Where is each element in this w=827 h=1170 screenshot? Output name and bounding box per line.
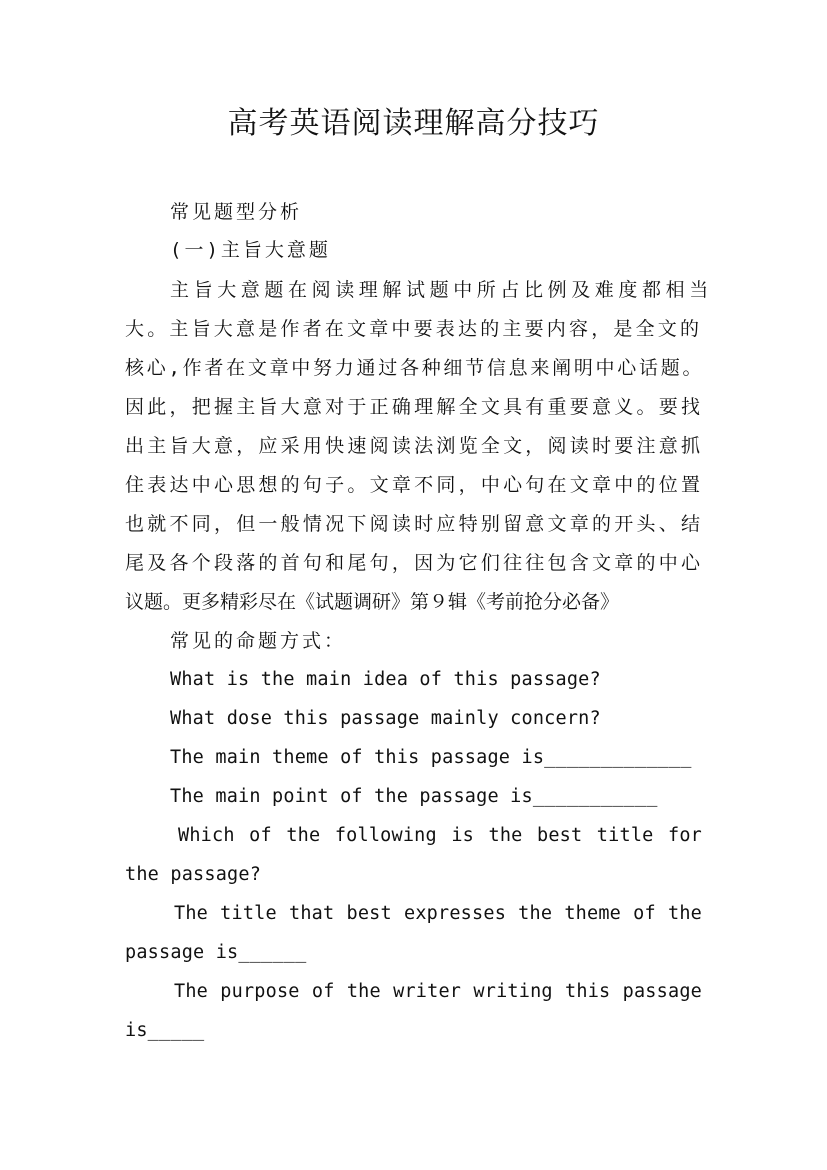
question-line: The title that best expresses the theme of the	[174, 903, 702, 924]
paragraph-line: 出主旨大意，应采用快速阅读法浏览全文，阅读时要注意抓	[125, 435, 702, 457]
question-line: the passage?	[125, 864, 262, 885]
paragraph-line: 尾及各个段落的首句和尾句，因为它们往往包含文章的中心	[125, 552, 702, 574]
document-title: 高考英语阅读理解高分技巧	[227, 106, 600, 141]
paragraph-line: 议题。更多精彩尽在《试题调研》第９辑《考前抢分必备》	[125, 591, 620, 613]
question-line: passage is______	[125, 942, 307, 963]
section-heading: 常见题型分析	[170, 201, 303, 223]
question-line: The main point of the passage is___________	[170, 786, 658, 807]
paragraph-line: 住表达中心思想的句子。文章不同，中心句在文章中的位置	[125, 474, 702, 496]
paragraph-line: 主旨大意题在阅读理解试题中所占比例及难度都相当	[170, 279, 713, 301]
paragraph-line: 核心,作者在文章中努力通过各种细节信息来阐明中心话题。	[125, 357, 702, 379]
question-line: The main theme of this passage is_____________	[170, 747, 692, 768]
question-line: Which of the following is the best title for	[178, 825, 702, 846]
subheading: (一)主旨大意题	[170, 239, 331, 261]
paragraph-line: 也就不同，但一般情况下阅读时应特别留意文章的开头、结	[125, 513, 702, 535]
paragraph-line: 因此，把握主旨大意对于正确理解全文具有重要意义。要找	[125, 396, 702, 418]
question-line: What dose this passage mainly concern?	[170, 708, 601, 729]
common-forms-label: 常见的命题方式：	[170, 630, 347, 652]
question-line: The purpose of the writer writing this passage	[174, 981, 702, 1002]
paragraph-line: 大。主旨大意是作者在文章中要表达的主要内容，是全文的	[125, 318, 702, 340]
question-line: is_____	[125, 1020, 205, 1041]
question-line: What is the main idea of this passage?	[170, 669, 601, 690]
